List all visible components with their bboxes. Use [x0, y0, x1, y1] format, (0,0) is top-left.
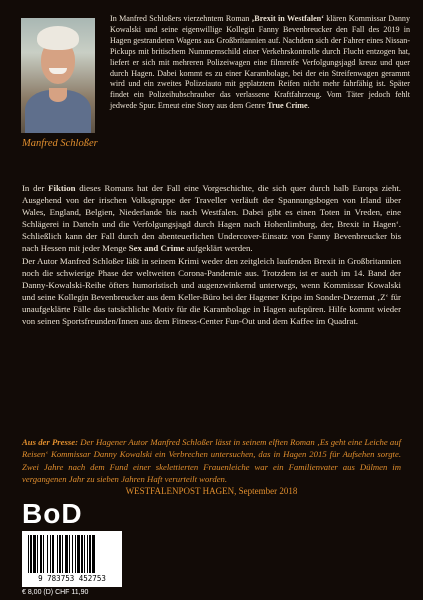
- press-text: Der Hagener Autor Manfred Schloßer lässt in seinem elften Roman ‚Es geht eine Leiche auf Reisen‘ Kommissar Danny Kowalski ein Verbrechen untersuchen, das in Hagen 2015 für Aufsehen sorgte. Zwei Jahre nach dem Fund einer skelettierten Frauenleiche war ein Familienvater aus Dülmen im vergangenen Jahr zu sieben Jahren Haft verurteilt worden.: [22, 437, 401, 484]
- publisher-logo: BoD: [22, 498, 83, 529]
- barcode-bars: [28, 535, 116, 573]
- genre-label: True Crime: [267, 101, 308, 111]
- press-source: WESTFALENPOST HAGEN, September 2018: [125, 486, 298, 496]
- sex-and-crime-label: Sex and Crime: [128, 243, 185, 254]
- intro-text-2: klären Kommissar Danny Kowalski und seine eigenwillige Kollegin Fanny Bevenbreucker den Fall des 2019 in Hagen gestrandeten Wagens aus Großbritannien auf. Nachdem sich der Fahrer eines Nissan-Pickups mit britischem Nummernschild einer Verkehrskontrolle durch Flucht entzogen hat, liefert er sich mit mehreren Polizeiwagen eine filmreife Verfolgungsjagd kreuz und quer durch Hagen. Dabei kommt es zu einer Karambolage, bei der ein Streifenwagen gerammt wird und ein zweites Polizeiauto mit geplatztem Reifen nicht mehr fahrfähig ist. Später findet ein Polizeihubschrauber das verlassene Kraftfahrzeug. Vom Täter jedoch fehlt jedwede Spur. Erneut eine Story aus dem Genre: [110, 14, 410, 111]
- main-description: [22, 182, 401, 327]
- main-paragraph-2: Der Autor Manfred Schloßer läßt in seinem Krimi weder den zeitgleich laufenden Brexit in Großbritannien noch die schwierige Phase der weltweiten Corona-Pandemie aus. Trotzdem ist er auch im 14. Band der Danny-Kowalski-Reihe öfters humoristisch und augenzwinkernd unterwegs, wenn Kommissar Kowalski und seine Kollegin Bevenbreucker aus dem Keller-Büro bei der Hagener Kripo im Sonder-Dezernat ‚Z‘ für unaufgeklärte Fälle das tatsächliche Motiv für die Karambolage in Hagen aufspüren. Hilfe kommt wieder von seinen Sportsfreunden/Innen aus dem Fitness-Center Fun-Out und dem Kaffee im Quadrat.: [22, 255, 401, 327]
- press-quote: [22, 436, 401, 485]
- intro-text-3: .: [307, 101, 310, 111]
- price-label: € 8,00 (D) CHF 11,90: [22, 589, 89, 596]
- book-title: ‚Brexit in Westfalen‘: [251, 14, 324, 23]
- press-label: Aus der Presse:: [22, 437, 79, 447]
- isbn-number: 9 783753 452753: [38, 574, 106, 583]
- fiktion-label: Fiktion: [48, 183, 76, 193]
- author-caption: Manfred Schloßer: [22, 138, 98, 149]
- intro-text-1: In Manfred Schloßers vierzehntem Roman: [110, 14, 252, 23]
- main-paragraph-1: In der Fiktion dieses Romans hat der Fall eine Vorgeschichte, die sich quer durch halb Europa zieht. Ausgehend von der irischen Volksgruppe der Traveller verläuft der Spannungsbogen von Irland über Wales, England, Belgien, Niederlande bis nach Westfalen. Dabei gibt es einen Toten in Vreden, eine Schlägerei in Datteln und die Verfolgungsjagd durch Hagen nach Hohenlimburg, der, Brexit in Hagen‘. Schließlich kann der Fall durch den abenteuerlichen Undercover-Einsatz von Fanny Bevenbreucker bis nach Hessen mit jeder Menge Sex and Crime aufgeklärt werden.: [22, 183, 401, 254]
- author-photo: [21, 18, 95, 133]
- intro-blurb: [110, 14, 410, 112]
- isbn-barcode: [22, 531, 122, 587]
